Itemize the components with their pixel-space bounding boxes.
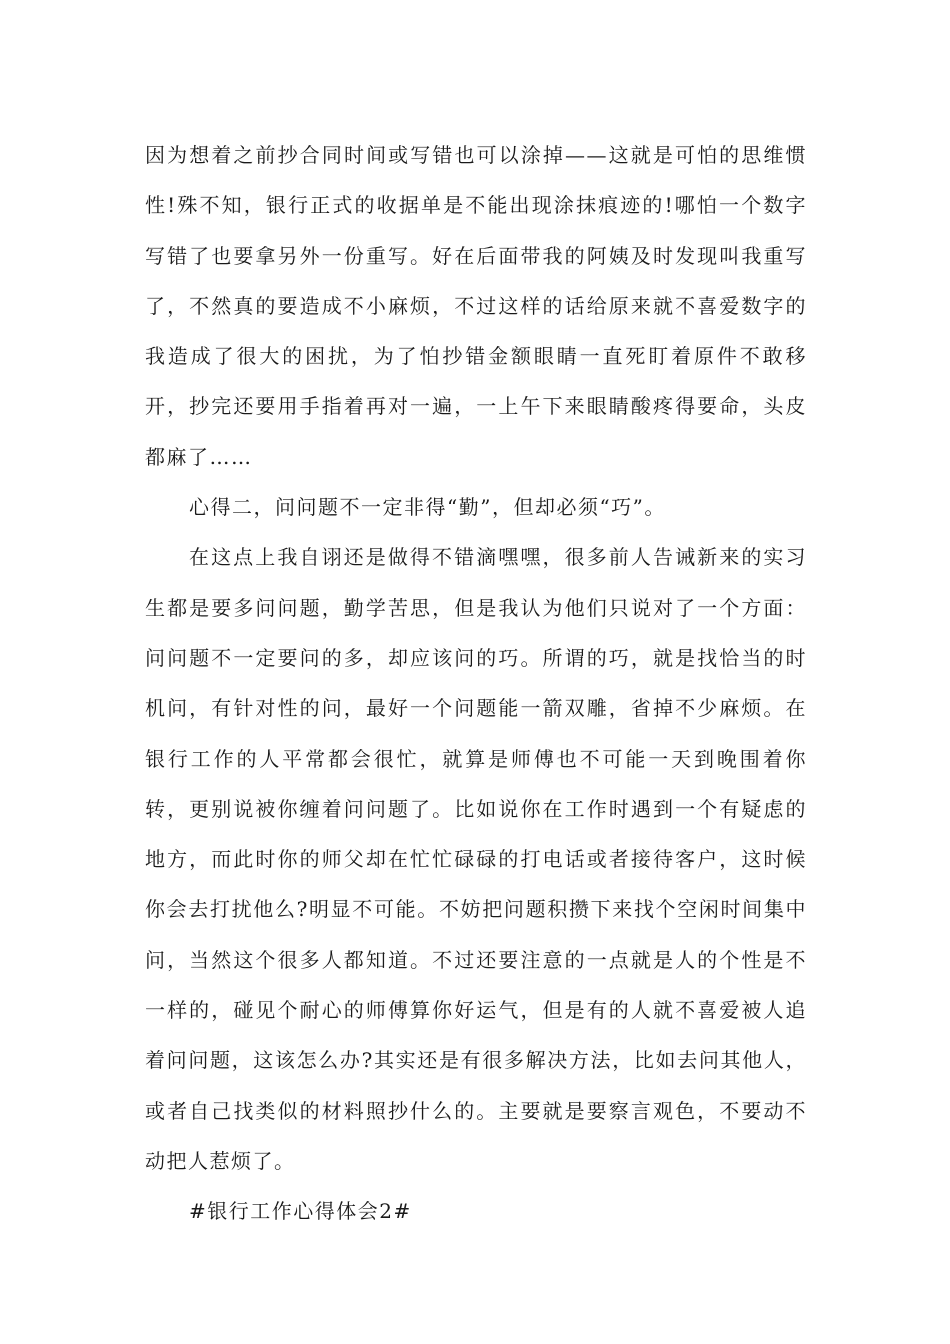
section-heading: #银行工作心得体会2# [189, 1199, 412, 1224]
paragraph-insight-two-body: 在这点上我自诩还是做得不错滴嘿嘿，很多前人告诫新来的实习生都是要多问问题，勤学苦思，但是我认为他们只说对了一个方面：问问题不一定要问的多，却应该问的巧。所谓的巧，就是找恰当的时机问，有针对性的问，最好一个问题能一箭双雕，省掉不少麻烦。在银行工作的人平常都会很忙，就算是师傅也不可能一天到晚围着你转，更别说被你缠着问问题了。比如说你在工作时遇到一个有疑虑的地方，而此时你的师父却在忙忙碌碌的打电话或者接待客户，这时候你会去打扰他么?明显不可能。不妨把问题积攒下来找个空闲时间集中问，当然这个很多人都知道。不过还要注意的一点就是人的个性是不一样的，碰见个耐心的师傅算你好运气，但是有的人就不喜爱被人追着问问题，这该怎么办?其实还是有很多解决方法，比如去问其他人，或者自己找类似的材料照抄什么的。主要就是要察言观色，不要动不动把人惹烦了。 [145, 545, 807, 1173]
paragraph-heading-insight-two: 心得二，问问题不一定非得“勤”，但却必须“巧”。 [189, 495, 666, 520]
paragraph-continued: 因为想着之前抄合同时间或写错也可以涂掉——这就是可怕的思维惯性!殊不知，银行正式的收据单是不能出现涂抹痕迹的!哪怕一个数字写错了也要拿另外一份重写。好在后面带我的阿姨及时发现叫我重写了，不然真的要造成不小麻烦，不过这样的话给原来就不喜爱数字的我造成了很大的困扰，为了怕抄错金额眼睛一直死盯着原件不敢移开，抄完还要用手指着再对一遍，一上午下来眼睛酸疼得要命，头皮都麻了…… [145, 143, 807, 469]
document-body [145, 130, 807, 1237]
